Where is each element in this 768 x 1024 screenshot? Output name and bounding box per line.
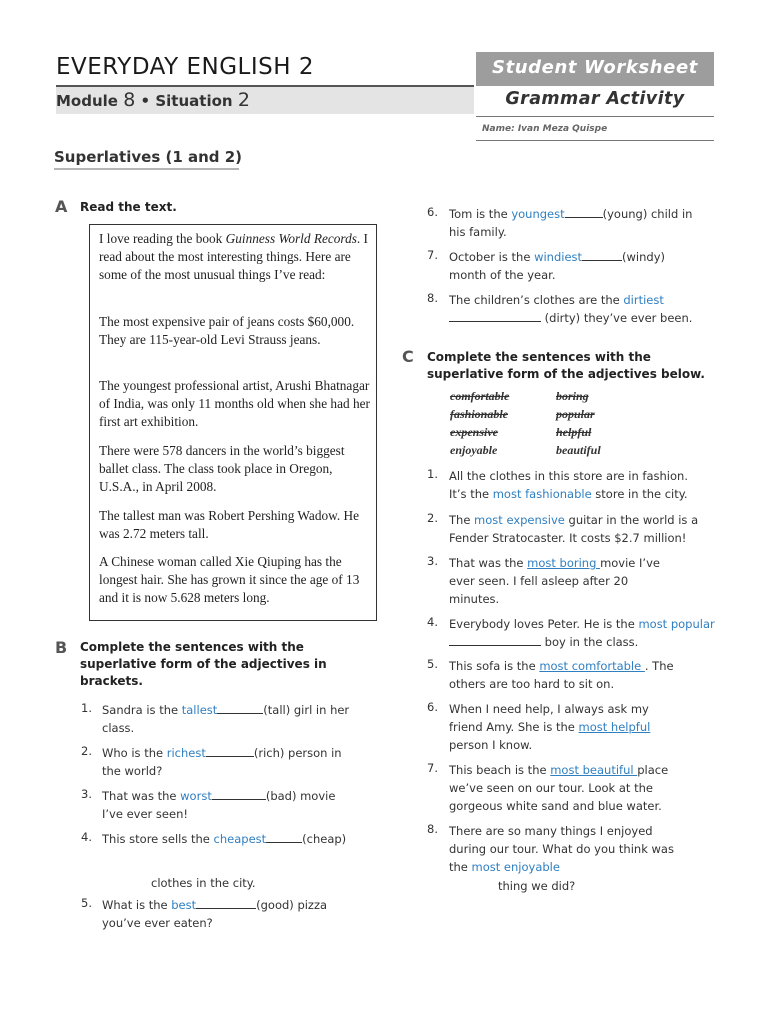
blank-line [449,635,541,646]
answer[interactable]: most enjoyable [471,860,560,874]
item-c2 [449,511,724,547]
answer[interactable]: best [171,898,197,912]
item-text: Fender Stratocaster. It costs $2.7 million! [449,531,687,545]
item-text: clothes in the city. [151,876,256,890]
answer[interactable]: most helpful [578,720,651,734]
blank-line [196,898,256,909]
item-text: minutes. [449,592,500,606]
section-rule [54,168,239,170]
item-b1 [102,701,377,737]
answer[interactable]: richest [166,746,206,760]
section-a-letter: A [55,197,68,216]
item-text: (rich) person in [253,746,342,760]
item-number: 3. [427,554,438,568]
item-number: 2. [427,511,438,525]
item-text: . The [644,659,674,673]
item-text: That was the [449,556,528,570]
word-bank-item: fashionable [450,407,509,421]
item-c8 [449,822,724,876]
item-number: 6. [427,205,438,219]
item-text: Who is the [102,746,167,760]
item-b7 [449,248,719,284]
item-number: 7. [427,761,438,775]
item-text: thing we did? [498,879,576,893]
item-text: That was the [102,789,181,803]
section-b-letter: B [55,638,68,657]
blank-line [582,250,622,261]
answer[interactable]: youngest [511,207,565,221]
item-text: (windy) [622,250,665,264]
item-text: the world? [102,764,163,778]
answer[interactable]: most comfortable [539,659,645,673]
item-text: during our tour. What do you think was [449,842,674,856]
item-number: 8. [427,822,438,836]
reading-paragraph: The tallest man was Robert Pershing Wadow. He was 2.72 meters tall. [99,508,360,541]
item-text: boy in the class. [544,635,639,649]
module-label: Module [56,92,118,110]
item-text: we’ve seen on our tour. Look at the [449,781,653,795]
item-text: (dirty) they’ve ever been. [544,311,693,325]
answer[interactable]: most popular [638,617,715,631]
item-text: others are too hard to sit on. [449,677,615,691]
reading-text-box [89,224,377,621]
answer[interactable]: most boring [527,556,601,570]
reading-paragraph: The most expensive pair of jeans costs $60,000. They are 115-year-old Levi Strauss jeans. [99,314,355,347]
reading-paragraph: The youngest professional artist, Arushi Bhatnagar of India, was only 11 months old when she had her first art exhibition. [99,378,370,429]
item-text: friend Amy. She is the [449,720,579,734]
section-b-instruction: Complete the sentences with the superlative form of the adjectives in brackets. [80,640,327,688]
word-bank-item: beautiful [556,443,601,457]
item-text: All the clothes in this store are in fashion. [449,469,688,483]
activity-title: Grammar Activity [505,89,685,109]
item-text: (bad) movie [265,789,336,803]
item-text: Sandra is the [102,703,182,717]
item-c3 [449,554,724,608]
item-text: (cheap) [302,832,347,846]
answer[interactable]: cheapest [213,832,267,846]
reading-text: . I read about the most interesting things. Here are some of the most unusual things I’ve read: [99,231,368,282]
section-title: Superlatives (1 and 2) [54,148,243,166]
item-text: This beach is the [449,763,551,777]
item-text: The children’s clothes are the [449,293,624,307]
situation-number: 2 [237,89,250,111]
answer[interactable]: dirtiest [623,293,664,307]
item-text: gorgeous white sand and blue water. [449,799,662,813]
item-text: guitar in the world is a [564,513,699,527]
item-number: 1. [81,701,92,715]
item-text: I’ve ever seen! [102,807,188,821]
item-text: store in the city. [591,487,688,501]
item-number: 2. [81,744,92,758]
item-b5 [102,896,377,932]
item-text: October is the [449,250,535,264]
item-b2 [102,744,377,780]
item-number: 4. [81,830,92,844]
word-bank-item: popular [556,407,595,421]
word-bank-item: enjoyable [450,443,498,457]
item-text: (young) child in [602,207,693,221]
item-b4 [102,830,377,848]
item-number: 5. [81,896,92,910]
blank-line [449,311,541,322]
answer[interactable]: most beautiful [550,763,638,777]
item-number: 3. [81,787,92,801]
item-c5 [449,657,724,693]
item-b8 [449,291,719,327]
item-text: When I need help, I always ask my [449,702,649,716]
student-name: Name: Ivan Meza Quispe [482,124,608,134]
item-text: ever seen. I fell asleep after 20 [449,574,629,588]
section-a-instruction: Read the text. [80,200,177,214]
section-c-letter: C [402,347,414,366]
module-line [56,89,250,111]
reading-paragraph [99,230,371,284]
item-text: you’ve ever eaten? [102,916,213,930]
reading-paragraph: A Chinese woman called Xie Qiuping has the longest hair. She has grown it since the age of 13 and it is now 5.628 meters long. [99,554,360,605]
answer[interactable]: windiest [534,250,583,264]
item-c1 [449,467,724,503]
answer[interactable]: tallest [181,703,218,717]
item-number: 7. [427,248,438,262]
name-rule [476,140,714,141]
word-bank-item: comfortable [450,389,510,403]
item-text: What is the [102,898,172,912]
worksheet-label: Student Worksheet [492,57,698,78]
item-number: 5. [427,657,438,671]
item-text: This store sells the [102,832,214,846]
item-text: There are so many things I enjoyed [449,824,653,838]
item-text: This sofa is the [449,659,540,673]
item-text: (tall) girl in her [263,703,350,717]
word-bank-item: helpful [556,425,592,439]
item-c4 [449,615,729,651]
item-c7 [449,761,724,815]
item-b3 [102,787,377,823]
blank-line [565,207,603,218]
answer[interactable]: worst [180,789,212,803]
blank-line [212,789,266,800]
item-text: person I know. [449,738,533,752]
reading-text: I love reading the book [99,231,226,246]
item-text: (good) pizza [256,898,328,912]
answer[interactable]: most fashionable [492,487,592,501]
course-title: EVERYDAY ENGLISH 2 [56,54,314,80]
blank-line [217,703,263,714]
answer[interactable]: most expensive [474,513,565,527]
reading-paragraph: There were 578 dancers in the world’s biggest ballet class. The class took place in Oregon, U.S.A., in April 2008. [99,443,345,494]
bullet: • [140,92,151,110]
situation-label: Situation [155,92,233,110]
item-c6 [449,700,724,754]
item-text: month of the year. [449,268,556,282]
item-number: 6. [427,700,438,714]
item-text: class. [102,721,135,735]
item-b6 [449,205,719,241]
blank-line [206,746,254,757]
item-text: The [449,513,475,527]
word-bank-item: boring [556,389,589,403]
blank-line [266,832,302,843]
item-number: 8. [427,291,438,305]
item-text: place [637,763,669,777]
item-number: 4. [427,615,438,629]
book-title: Guinness World Records [225,231,357,246]
item-text: Everybody loves Peter. He is the [449,617,639,631]
activity-rule [476,116,714,117]
item-text: the [449,860,472,874]
module-number: 8 [123,89,136,111]
item-number: 1. [427,467,438,481]
item-text: It’s the [449,487,493,501]
item-text: his family. [449,225,507,239]
word-bank-item: expensive [450,425,498,439]
item-text: movie I’ve [600,556,660,570]
section-c-instruction: Complete the sentences with the superlative form of the adjectives below. [427,350,705,381]
item-text: Tom is the [449,207,512,221]
